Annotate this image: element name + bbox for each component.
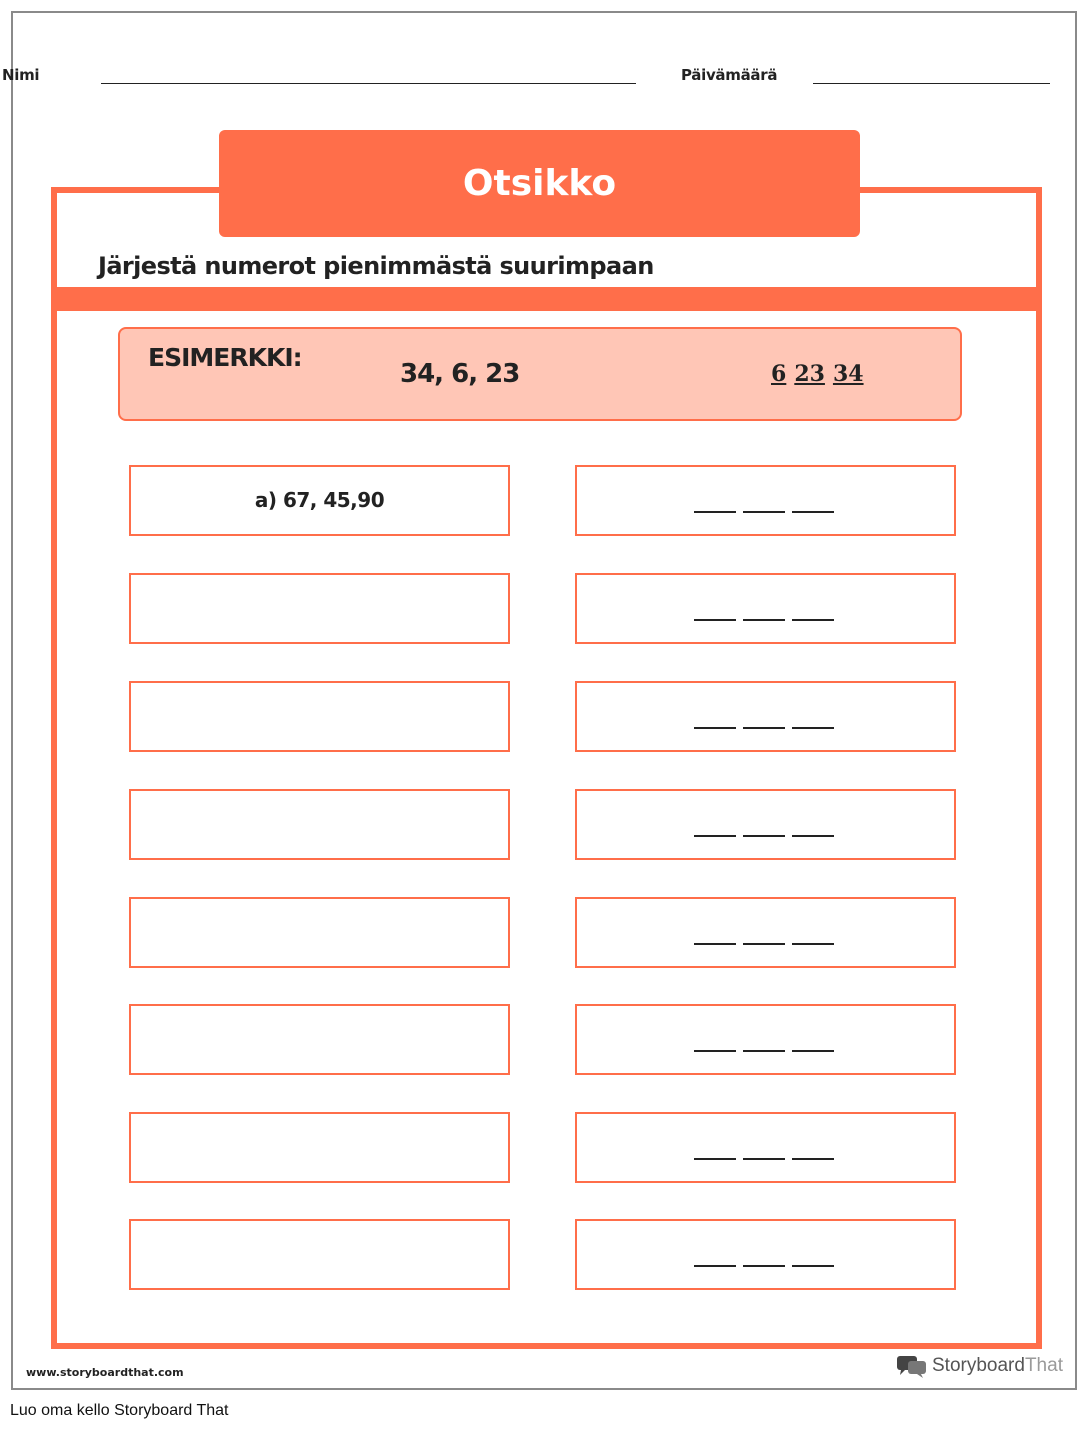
date-field[interactable]: [813, 83, 1050, 84]
example-answer-2: 23: [794, 361, 825, 387]
question-text: a) 67, 45,90: [254, 488, 385, 512]
example-numbers: 34, 6, 23: [400, 359, 520, 389]
question-box-4: [129, 789, 510, 860]
answer-blanks: [694, 1265, 834, 1267]
storyboardthat-logo[interactable]: [896, 1354, 1063, 1378]
example-answer-1: 6: [771, 361, 787, 387]
answer-blanks: [694, 943, 834, 945]
answer-blanks: [694, 511, 834, 513]
brand-text-part1: Storyboard: [932, 1355, 1025, 1376]
answer-box-1[interactable]: [575, 465, 956, 536]
name-label: Nimi: [2, 66, 40, 84]
brand-text-part2: That: [1024, 1355, 1063, 1376]
speech-bubbles-icon: [896, 1354, 928, 1378]
answer-box-7[interactable]: [575, 1112, 956, 1183]
answer-blanks: [694, 1158, 834, 1160]
question-box-7: [129, 1112, 510, 1183]
question-box-3: [129, 681, 510, 752]
page-caption: Luo oma kello Storyboard That: [10, 1402, 229, 1419]
example-box: [118, 327, 962, 421]
answer-box-5[interactable]: [575, 897, 956, 968]
answer-blanks: [694, 835, 834, 837]
answer-box-6[interactable]: [575, 1004, 956, 1075]
answer-blanks: [694, 1050, 834, 1052]
answer-box-2[interactable]: [575, 573, 956, 644]
question-box-2: [129, 573, 510, 644]
answer-box-4[interactable]: [575, 789, 956, 860]
answer-blanks: [694, 727, 834, 729]
date-label: Päivämäärä: [681, 66, 778, 84]
page-title: Otsikko: [219, 130, 860, 237]
name-field[interactable]: [101, 83, 636, 84]
question-box-1: [129, 465, 510, 536]
footer-url[interactable]: www.storyboardthat.com: [26, 1366, 184, 1379]
question-box-6: [129, 1004, 510, 1075]
answer-box-3[interactable]: [575, 681, 956, 752]
question-box-8: [129, 1219, 510, 1290]
example-answer-3: 34: [832, 361, 864, 387]
answer-blanks: [694, 619, 834, 621]
question-box-5: [129, 897, 510, 968]
divider-band: [57, 287, 1036, 311]
example-answer: [771, 361, 864, 387]
answer-box-8[interactable]: [575, 1219, 956, 1290]
instruction-text: Järjestä numerot pienimmästä suurimpaan: [98, 252, 654, 280]
example-label: ESIMERKKI:: [148, 343, 302, 372]
